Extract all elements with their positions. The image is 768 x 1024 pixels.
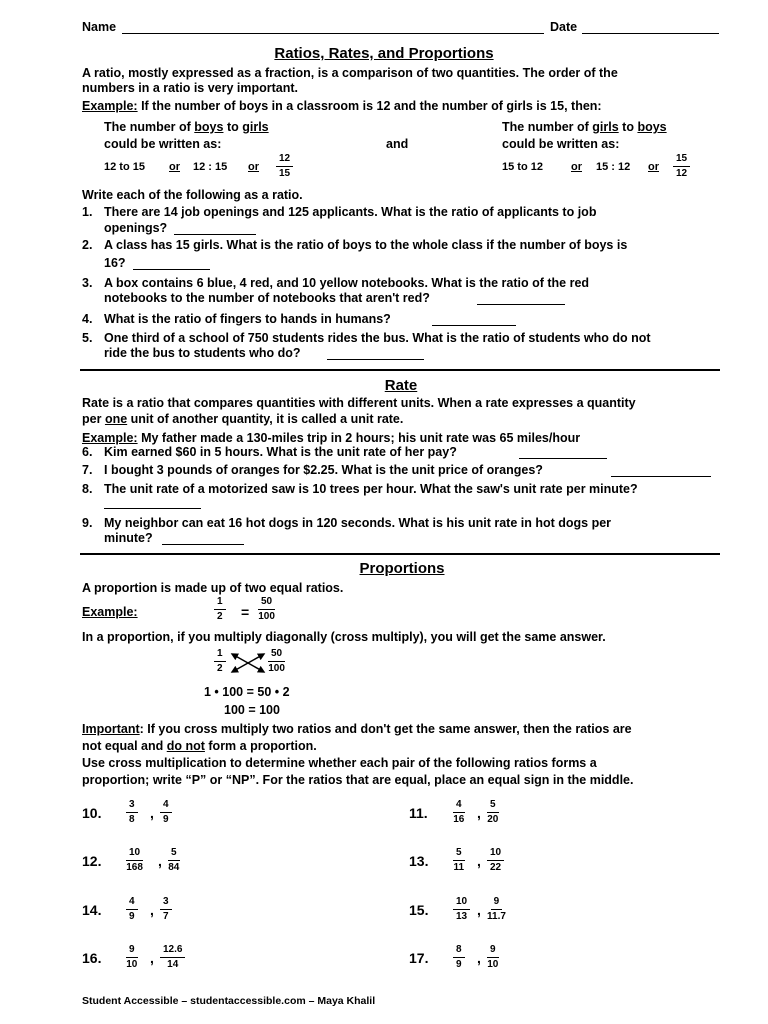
left-form-to: 12 to 15 [104,161,145,173]
cross-calc-2: 100 = 100 [224,703,280,717]
answer-blank-4[interactable] [432,325,516,326]
answer-blank-8[interactable] [104,508,201,509]
answer-blank-1[interactable] [174,234,256,235]
question-3-line-2: notebooks to the number of notebooks that aren't red? [104,291,430,305]
comma-separator: , [477,902,481,918]
ratio-a-fraction: 8 9 [453,944,465,971]
right-or-2: or [648,161,659,173]
section-divider-1 [80,369,720,371]
proportion-example-label: Example: [82,605,138,619]
question-5-line-2: ride the bus to students who do? [104,346,301,360]
ratio-b-fraction: 5 20 [487,799,499,825]
answer-blank-3[interactable] [477,304,565,305]
rate-line-2: per one unit of another quantity, it is called a unit rate. [82,412,404,426]
question-5: 5. One third of a school of 750 students rides the bus. What is the ratio of students who do not [82,331,651,345]
left-or-1: or [169,161,180,173]
answer-blank-7[interactable] [611,476,711,477]
instruction-line-1: Use cross multiplication to determine whether each pair of the following ratios forms a [82,756,597,770]
instruction-line-2: proportion; write “P” or “NP”. For the ratios that are equal, place an equal sign in the middle. [82,773,634,787]
question-6: 6. Kim earned $60 in 5 hours. What is the unit rate of her pay? [82,445,457,459]
right-example-line-1: The number of girls to boys [502,120,667,134]
question-3: 3. A box contains 6 blue, 4 red, and 10 yellow notebooks. What is the ratio of the red [82,276,590,290]
ratio-b-fraction: 10 22 [487,847,504,874]
comma-separator: , [477,950,481,966]
question-2-line-2: 16? [104,256,126,270]
rate-heading: Rate [384,377,418,394]
comma-separator: , [150,902,154,918]
comma-separator: , [477,805,481,821]
answer-blank-6[interactable] [519,458,607,459]
name-label: Name [82,20,117,34]
problem-number: 11. [409,805,428,821]
left-or-2: or [248,161,259,173]
problem-number: 17. [409,950,429,966]
ratio-a-fraction: 10 13 [453,896,470,923]
intro-line-2: numbers in a ratio is very important. [82,81,299,95]
cross-multiply-text: In a proportion, if you multiply diagonally (cross multiply), you will get the same answer. [82,630,606,644]
left-example-line-1: The number of boys to girls [104,120,269,134]
name-blank[interactable] [122,33,544,34]
answer-blank-5[interactable] [327,359,424,360]
problem-number: 16. [82,950,102,966]
question-8: 8. The unit rate of a motorized saw is 10 trees per hour. What the saw's unit rate per minute? [82,482,638,496]
left-fraction: 12 15 [276,153,293,180]
comma-separator: , [150,950,154,966]
problem-number: 10. [82,805,102,821]
right-form-to: 15 to 12 [502,161,543,173]
right-form-colon: 15 : 12 [596,161,631,173]
date-blank[interactable] [582,33,719,34]
ratio-b-fraction: 9 11.7 [487,896,506,922]
left-example-line-2: could be written as: [104,137,222,151]
ratio-a-fraction: 10 168 [126,847,143,873]
ratio-a-fraction: 3 8 [126,799,138,826]
intro-example [82,99,602,114]
problem-number: 14. [82,902,102,918]
ratio-a-fraction: 4 16 [453,799,465,825]
comma-separator: , [477,853,481,869]
question-9: 9. My neighbor can eat 16 hot dogs in 120 seconds. What is his unit rate in hot dogs per [82,516,612,530]
example-fraction-b: 50 100 [258,596,275,622]
question-4: 4. What is the ratio of fingers to hands in humans? [82,312,391,326]
example-fraction-a: 1 2 [214,596,226,623]
question-7: 7. I bought 3 pounds of oranges for $2.25. What is the unit price of oranges? [82,463,543,477]
ratio-b-fraction: 9 10 [487,944,499,970]
and-label: and [386,137,409,151]
ratio-b-fraction: 12.6 14 [160,944,185,971]
proportions-heading: Proportions [359,560,445,577]
rate-example: Example: My father made a 130-miles trip in 2 hours; his unit rate was 65 miles/hour [82,431,581,445]
left-form-colon: 12 : 15 [193,161,228,173]
question-9-line-2: minute? [104,531,153,545]
ratio-b-fraction: 5 84 [168,847,180,873]
page-title: Ratios, Rates, and Proportions [274,45,494,62]
right-example-line-2: could be written as: [502,137,620,151]
ratio-instruction: Write each of the following as a ratio. [82,188,303,202]
ratio-a-fraction: 4 9 [126,896,138,923]
ratio-b-fraction: 3 7 [160,896,172,923]
footer-credit: Student Accessible – studentaccessible.com – Maya Khalil [82,995,376,1007]
answer-blank-2[interactable] [133,269,210,270]
date-label: Date [550,20,578,34]
comma-separator: , [150,805,154,821]
right-fraction: 15 12 [673,153,690,180]
problem-number: 12. [82,853,102,869]
intro-line-1: A ratio, mostly expressed as a fraction, is a comparison of two quantities. The order of the [82,66,618,80]
comma-separator: , [158,853,162,869]
right-or-1: or [571,161,582,173]
question-2: 2. A class has 15 girls. What is the ratio of boys to the whole class if the number of boys is [82,238,628,252]
section-divider-2 [80,553,720,555]
example-label: Example: [82,99,138,113]
proportion-definition: A proportion is made up of two equal ratios. [82,581,344,595]
problem-number: 15. [409,902,429,918]
ratio-a-fraction: 5 11 [453,847,465,873]
problem-number: 13. [409,853,429,869]
ratio-a-fraction: 9 10 [126,944,138,970]
cross-fraction-b: 50 100 [268,648,285,674]
equals-sign: = [241,604,250,620]
question-1: 1. There are 14 job openings and 125 applicants. What is the ratio of applicants to job [82,205,597,219]
important-line-1: Important: If you cross multiply two ratios and don't get the same answer, then the ratios are [82,722,632,736]
rate-line-1: Rate is a ratio that compares quantities with different units. When a rate expresses a quantity [82,396,636,410]
question-1-line-2: openings? [104,221,168,235]
cross-calc-1: 1 • 100 = 50 • 2 [204,685,290,699]
important-line-2: not equal and do not form a proportion. [82,739,317,753]
example-text: If the number of boys in a classroom is 12 and the number of girls is 15, then: [137,99,602,113]
ratio-b-fraction: 4 9 [160,799,172,826]
answer-blank-9[interactable] [162,544,244,545]
cross-arrows-icon [228,650,268,676]
cross-fraction-a: 1 2 [214,648,226,675]
